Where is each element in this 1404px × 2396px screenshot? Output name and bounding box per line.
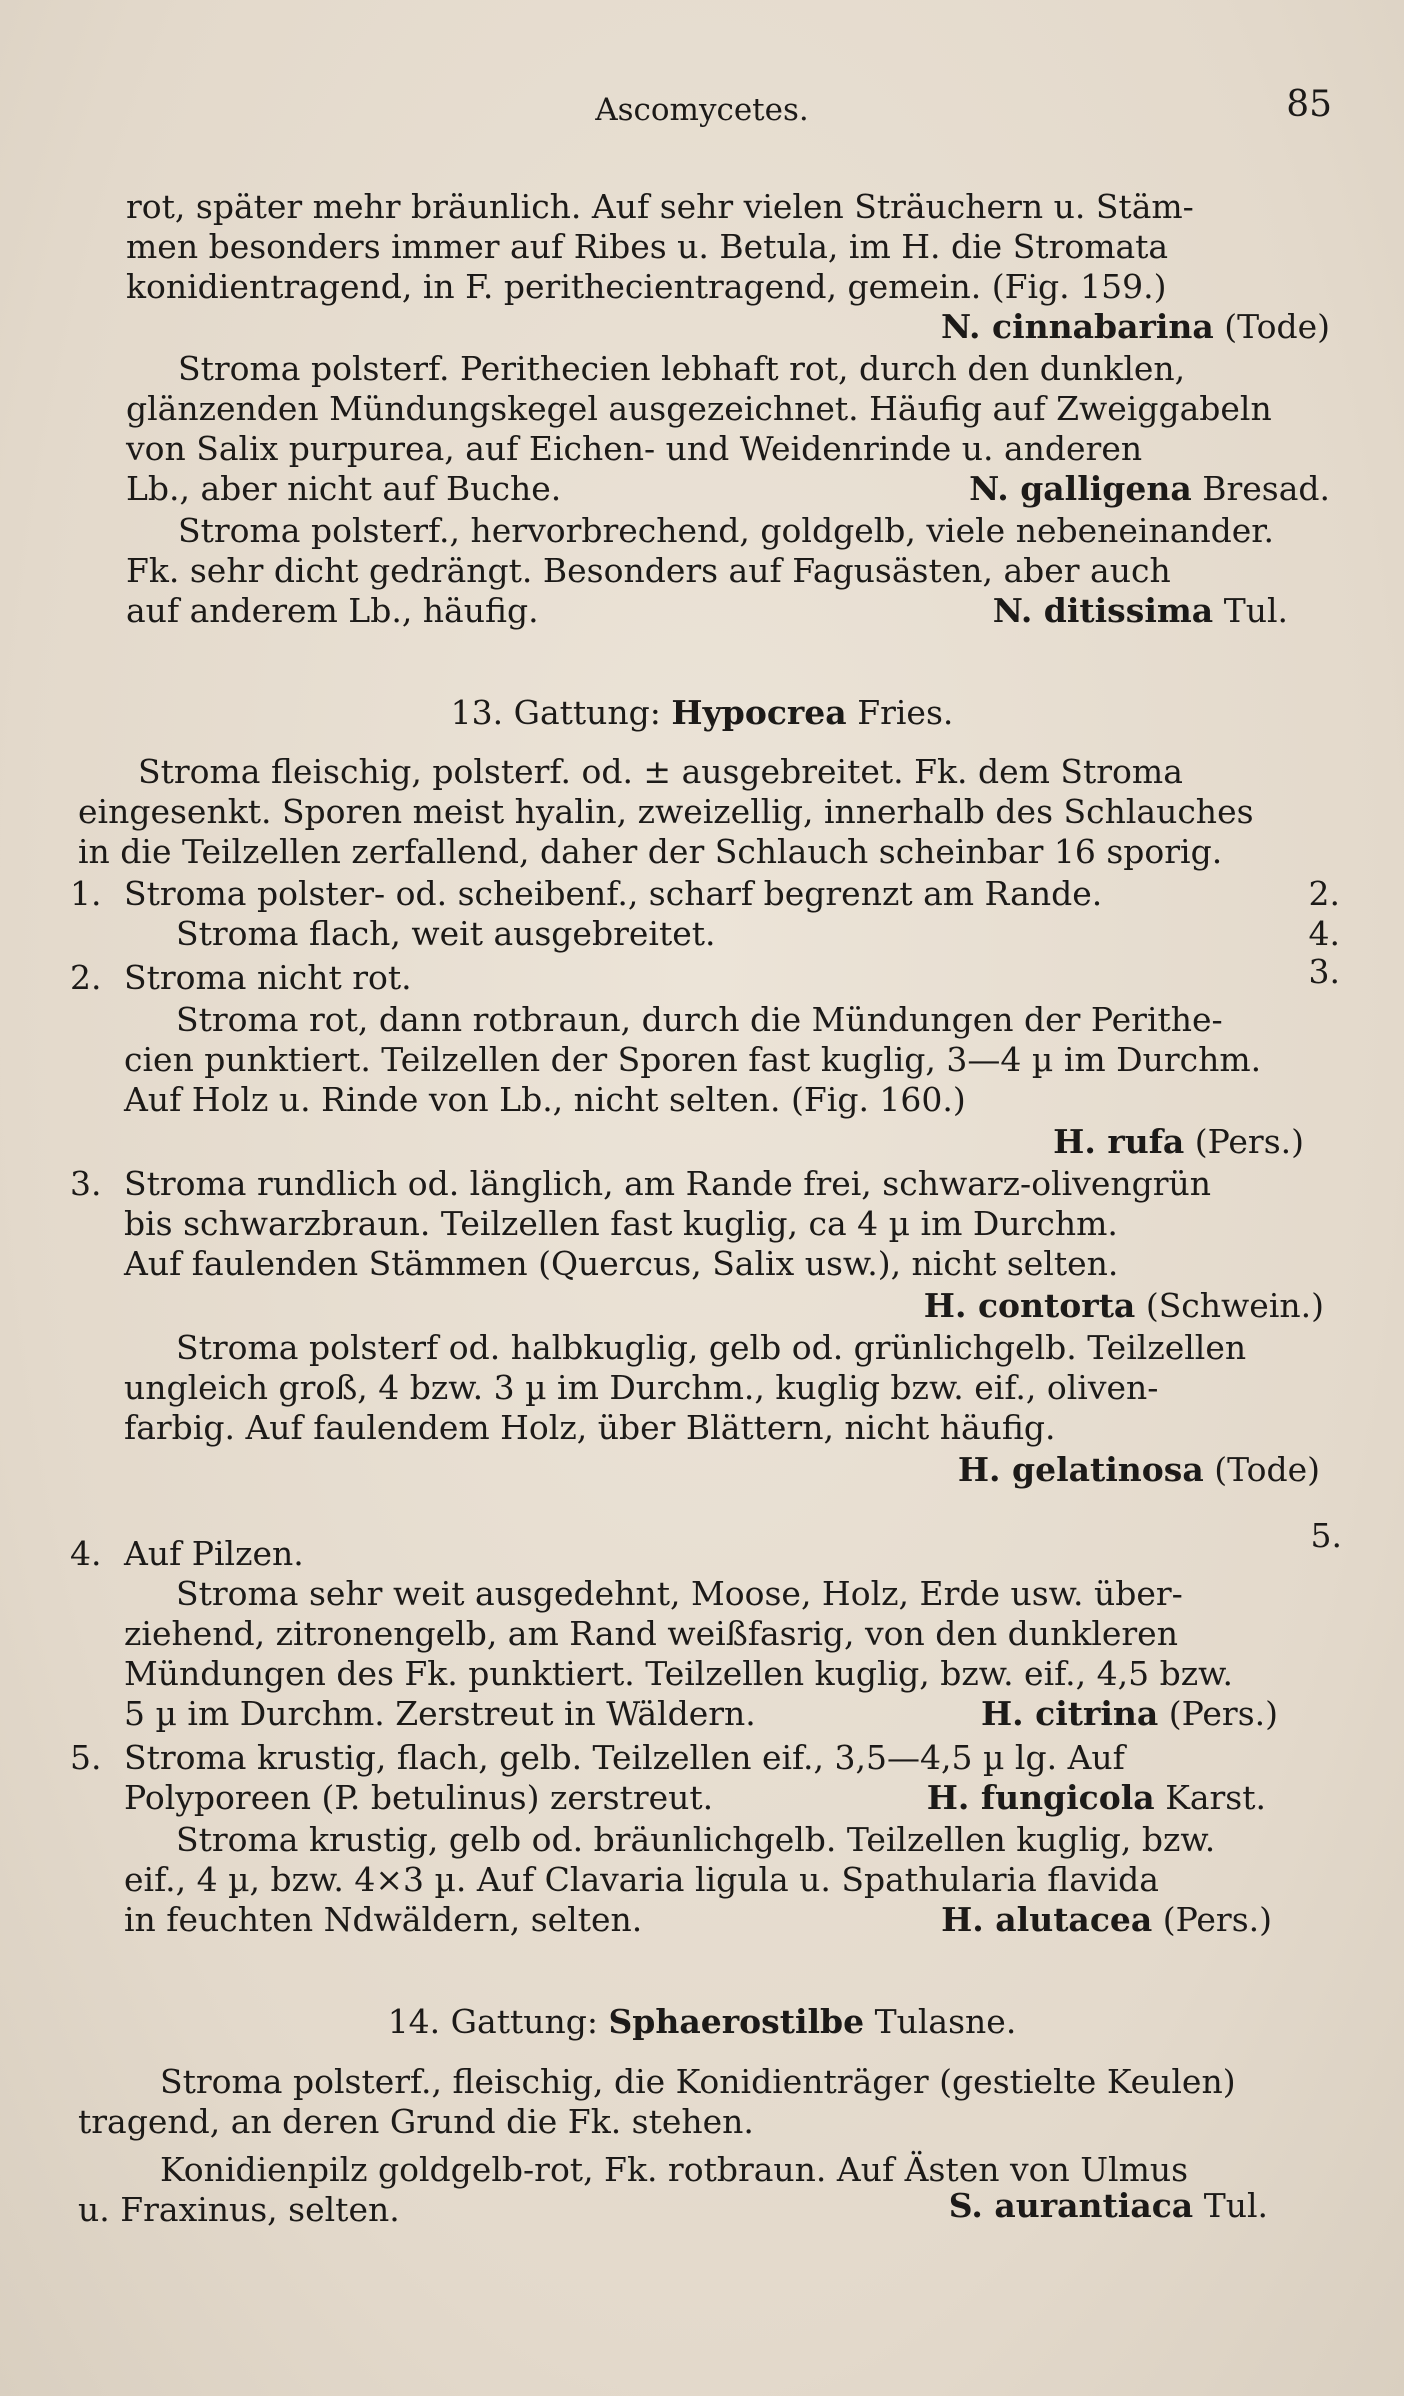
key-text: Stroma rot, dann rotbraun, durch die Mündungen der Perithe- [176,1000,1223,1039]
key-text: Auf Holz u. Rinde von Lb., nicht selten. (Fig. 160.) [124,1080,966,1119]
key-text: farbig. Auf faulendem Holz, über Blättern, nicht häufig. [124,1408,1056,1447]
text-line: Fk. sehr dicht gedrängt. Besonders auf Fagusästen, aber auch [126,551,1171,590]
key-ref: 4. [1308,914,1340,953]
text-line: Stroma fleischig, polsterf. od. ± ausgebreitet. Fk. dem Stroma [138,752,1183,791]
key-text: Stroma polster- od. scheibenf., scharf begrenzt am Rande. [124,874,1103,913]
species-name: N. cinnabarina (Tode) [940,307,1330,346]
key-number: 2. [70,958,102,997]
text-line: konidientragend, in F. perithecientragend, gemein. (Fig. 159.) [126,267,1167,306]
species-name: H. gelatinosa (Tode) [957,1450,1320,1489]
key-text: Stroma sehr weit ausgedehnt, Moose, Holz, Erde usw. über- [176,1574,1183,1613]
key-text: Mündungen des Fk. punktiert. Teilzellen kuglig, bzw. eif., 4,5 bzw. [124,1654,1233,1693]
page-number: 85 [1286,84,1332,125]
key-text: Stroma flach, weit ausgebreitet. [176,914,716,953]
text-line: in die Teilzellen zerfallend, daher der Schlauch scheinbar 16 sporig. [78,832,1223,871]
species-name: H. citrina (Pers.) [980,1694,1278,1733]
key-number: 3. [70,1164,102,1203]
key-text: Auf faulenden Stämmen (Quercus, Salix usw.), nicht selten. [124,1244,1119,1283]
species-name: H. rufa (Pers.) [1053,1122,1304,1161]
key-text: Stroma krustig, flach, gelb. Teilzellen eif., 3,5—4,5 µ lg. Auf [124,1738,1125,1777]
key-ref: 5. [1310,1516,1342,1555]
key-text: ungleich groß, 4 bzw. 3 µ im Durchm., kuglig bzw. eif., oliven- [124,1368,1159,1407]
species-name: H. alutacea (Pers.) [941,1900,1272,1939]
key-text: Polyporeen (P. betulinus) zerstreut. [124,1778,714,1817]
text-line: Stroma polsterf., hervorbrechend, goldgelb, viele nebeneinander. [178,511,1274,550]
key-text: bis schwarzbraun. Teilzellen fast kuglig, ca 4 µ im Durchm. [124,1204,1118,1243]
text-line: Konidienpilz goldgelb-rot, Fk. rotbraun. Auf Ästen von Ulmus [160,2150,1189,2189]
species-name: H. contorta (Schwein.) [923,1286,1324,1325]
key-text: eif., 4 µ, bzw. 4×3 µ. Auf Clavaria ligula u. Spathularia flavida [124,1860,1159,1899]
genus-heading: 14. Gattung: Sphaerostilbe Tulasne. [387,2002,1017,2041]
running-header: Ascomycetes. [595,92,809,128]
text-line: von Salix purpurea, auf Eichen- und Weidenrinde u. anderen [126,429,1143,468]
key-ref: 3. [1308,952,1340,991]
key-text: cien punktiert. Teilzellen der Sporen fast kuglig, 3—4 µ im Durchm. [124,1040,1262,1079]
text-line: auf anderem Lb., häufig. [126,591,539,630]
text-line: u. Fraxinus, selten. [78,2190,400,2229]
text-line: tragend, an deren Grund die Fk. stehen. [78,2102,754,2141]
species-name: N. ditissima Tul. [992,591,1288,630]
text-line: rot, später mehr bräunlich. Auf sehr vielen Sträuchern u. Stäm- [126,187,1194,226]
key-ref: 2. [1308,874,1340,913]
key-text: ziehend, zitronengelb, am Rand weißfasrig, von den dunkleren [124,1614,1178,1653]
key-number: 1. [70,874,102,913]
text-line: Lb., aber nicht auf Buche. [126,469,562,508]
key-text: Stroma nicht rot. [124,958,412,997]
key-text: Stroma rundlich od. länglich, am Rande frei, schwarz-olivengrün [124,1164,1212,1203]
key-text: Auf Pilzen. [124,1534,304,1573]
key-number: 4. [70,1534,102,1573]
species-name: N. galligena Bresad. [969,469,1330,508]
key-text: 5 µ im Durchm. Zerstreut in Wäldern. [124,1694,756,1733]
text-line: Stroma polsterf., fleischig, die Konidienträger (gestielte Keulen) [160,2062,1236,2101]
key-text: Stroma krustig, gelb od. bräunlichgelb. Teilzellen kuglig, bzw. [176,1820,1216,1859]
text-line: eingesenkt. Sporen meist hyalin, zweizellig, innerhalb des Schlauches [78,792,1254,831]
key-number: 5. [70,1738,102,1777]
genus-heading: 13. Gattung: Hypocrea Fries. [450,693,954,732]
species-name: S. aurantiaca Tul. [948,2186,1268,2225]
text-line: Stroma polsterf. Perithecien lebhaft rot, durch den dunklen, [178,349,1186,388]
key-text: Stroma polsterf od. halbkuglig, gelb od. grünlichgelb. Teilzellen [176,1328,1247,1367]
text-line: men besonders immer auf Ribes u. Betula, im H. die Stromata [126,227,1169,266]
species-name: H. fungicola Karst. [926,1778,1266,1817]
key-text: in feuchten Ndwäldern, selten. [124,1900,643,1939]
text-line: glänzenden Mündungskegel ausgezeichnet. Häufig auf Zweiggabeln [126,389,1272,428]
